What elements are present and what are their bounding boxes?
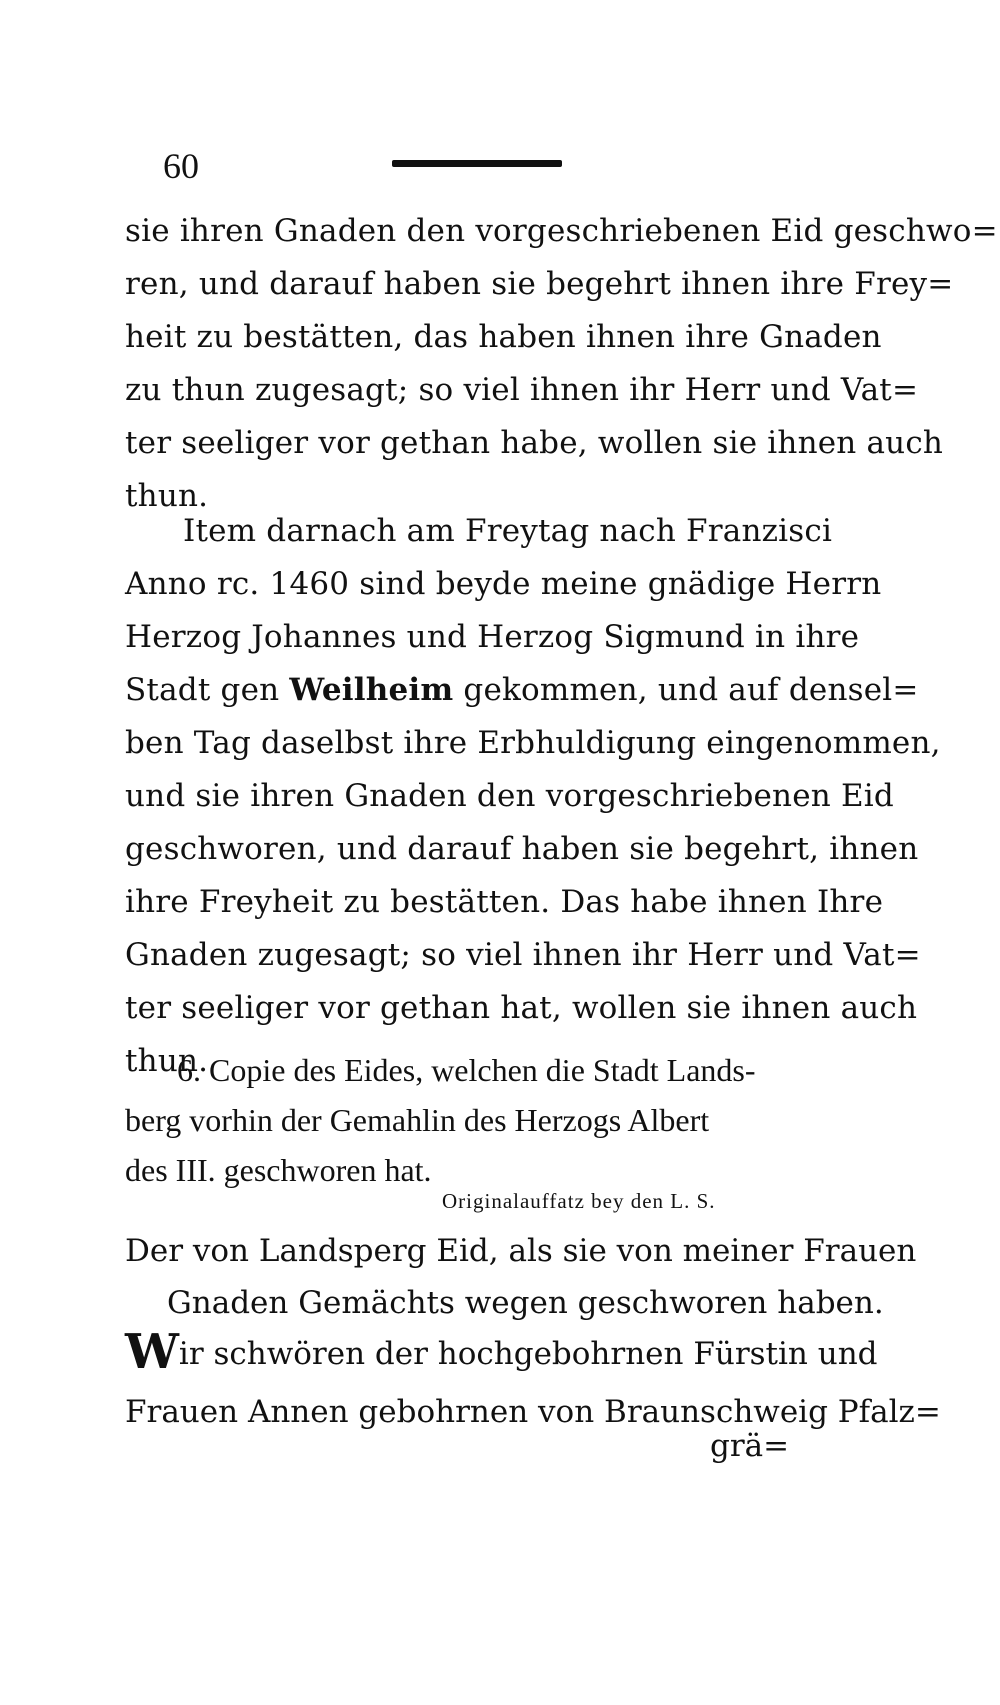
text-line: ter seeliger vor gethan hat, wollen sie ihnen auch (125, 990, 918, 1026)
place-name-weilheim: Weilheim (289, 672, 454, 708)
page-number: 60 (163, 146, 199, 186)
text-line: 6. Copie des Eides, welchen die Stadt Lands- (177, 1052, 756, 1088)
text-fragment: ir schwören der hochgebohrnen Fürstin und (178, 1336, 878, 1372)
drop-cap: W (125, 1324, 179, 1380)
text-fragment: gekommen, und auf densel= (453, 672, 919, 708)
text-line: Item darnach am Freytag nach Franzisci (183, 513, 833, 549)
text-line: geschworen, und darauf haben sie begehrt, ihnen (125, 831, 919, 867)
source-note: Originalauffatz bey den L. S. (442, 1189, 716, 1213)
text-line (125, 1324, 878, 1383)
text-line: ren, und darauf haben sie begehrt ihnen ihre Frey= (125, 266, 954, 302)
text-line (125, 664, 919, 717)
oath-text (125, 1324, 941, 1441)
oath-heading (125, 1225, 917, 1329)
section-6-title (125, 1045, 845, 1195)
text-line: berg vorhin der Gemahlin des Herzogs Albert (125, 1102, 710, 1138)
text-line: Der von Landsperg Eid, als sie von meiner Frauen (125, 1233, 917, 1269)
text-line: ben Tag daselbst ihre Erbhuldigung eingenommen, (125, 725, 941, 761)
catchword: grä= (710, 1428, 790, 1464)
text-line: thun. (125, 1043, 209, 1079)
text-line: Anno rc. 1460 sind beyde meine gnädige Herrn (125, 566, 882, 602)
text-line: Herzog Johannes und Herzog Sigmund in ihre (125, 619, 860, 655)
paragraph-weilheim (125, 505, 941, 1088)
text-line: Gnaden Gemächts wegen geschworen haben. (167, 1285, 884, 1321)
text-fragment: Stadt gen (125, 672, 290, 708)
text-line: zu thun zugesagt; so viel ihnen ihr Herr und Vat= (125, 372, 919, 408)
text-line: sie ihren Gnaden den vorgeschriebenen Eid geschwo= (125, 213, 998, 249)
paragraph-continuation (125, 205, 998, 523)
text-line: ter seeliger vor gethan habe, wollen sie ihnen auch (125, 425, 944, 461)
text-line: Frauen Annen gebohrnen von Braunschweig Pfalz= (125, 1394, 941, 1430)
text-line: des III. geschworen hat. (125, 1152, 432, 1188)
text-line: Gnaden zugesagt; so viel ihnen ihr Herr und Vat= (125, 937, 921, 973)
text-line: ihre Freyheit zu bestätten. Das habe ihnen Ihre (125, 884, 884, 920)
header-rule (392, 160, 562, 167)
text-line: und sie ihren Gnaden den vorgeschriebenen Eid (125, 778, 894, 814)
text-line: thun. (125, 478, 209, 514)
text-line: heit zu bestätten, das haben ihnen ihre Gnaden (125, 319, 882, 355)
